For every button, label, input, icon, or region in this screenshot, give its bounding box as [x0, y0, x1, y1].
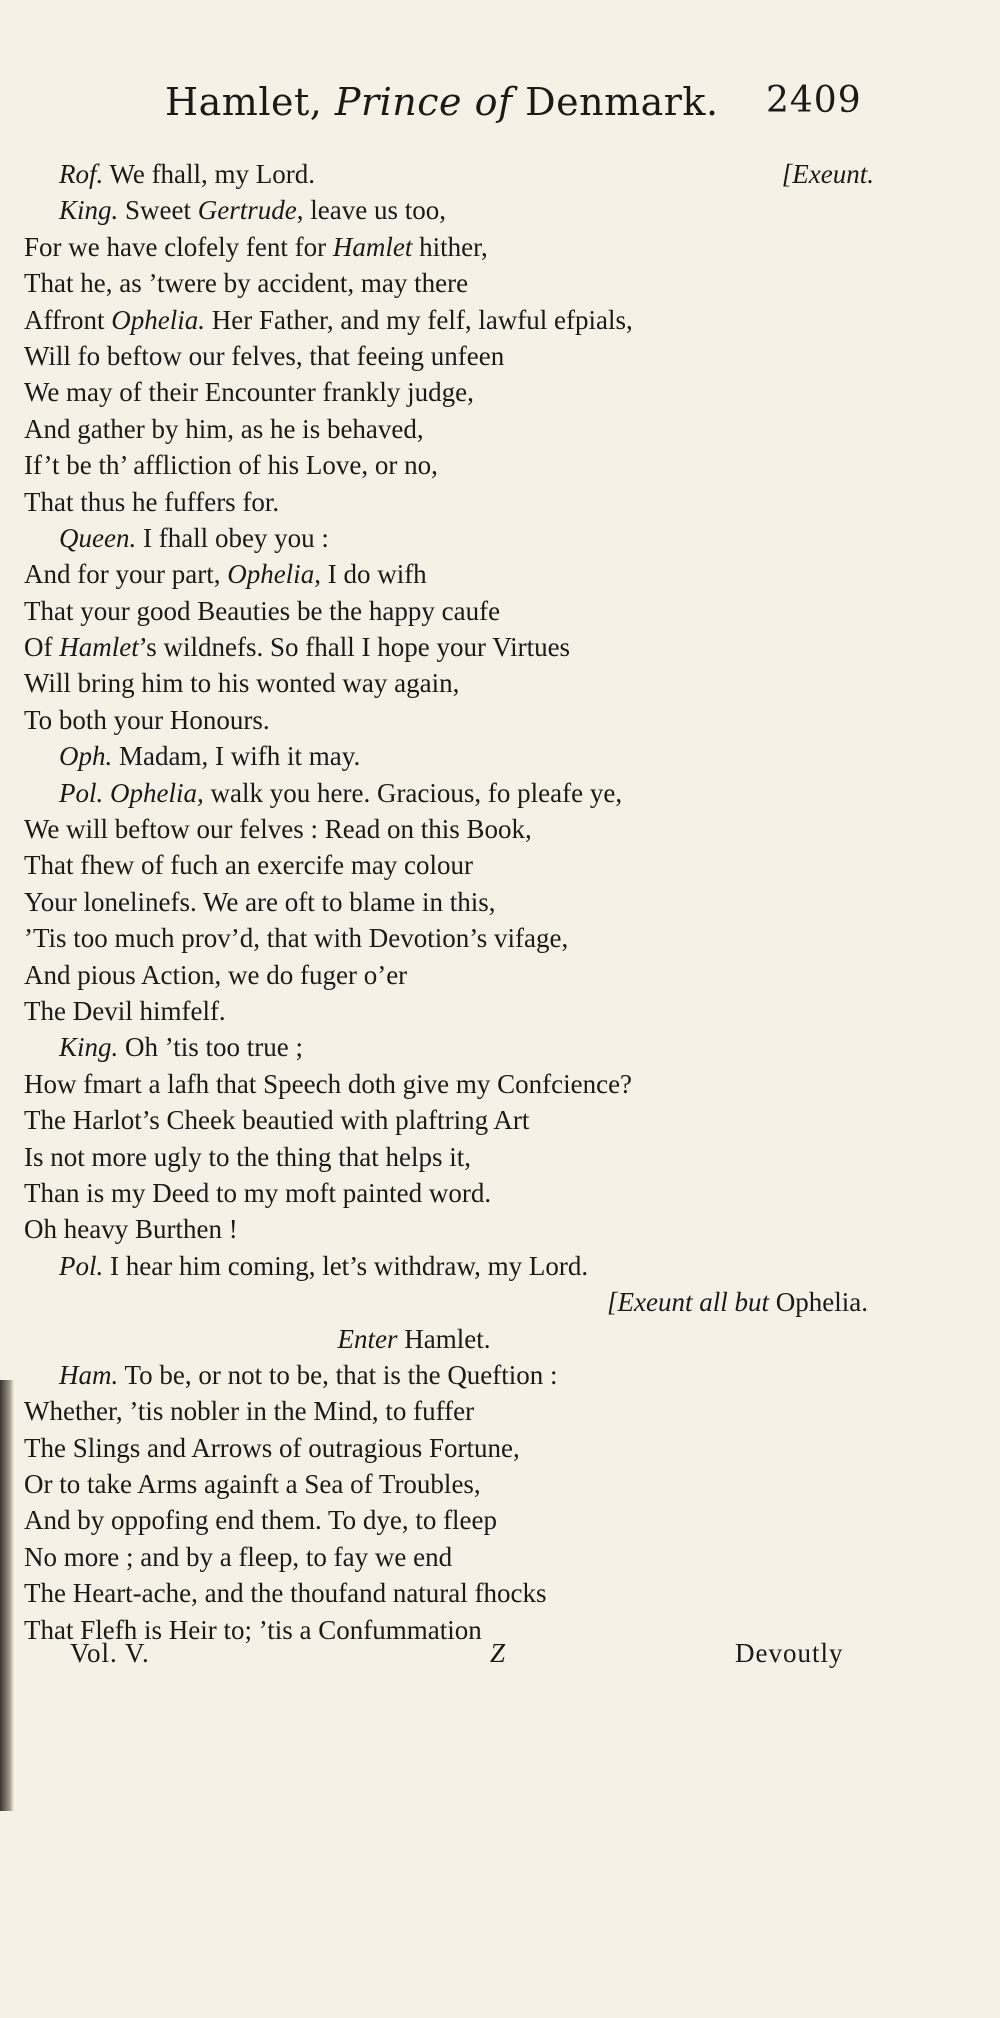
running-header — [0, 80, 1000, 130]
title-denmark: Denmark. — [512, 80, 719, 124]
text-line — [24, 411, 874, 447]
line-text: I hear him coming, let’s withdraw, my Lord. — [103, 1250, 589, 1281]
speaker-prefix: Ham. — [59, 1359, 119, 1390]
speaker-prefix: Pol. — [59, 777, 104, 808]
line-text: Will bring him to his wonted way again, — [24, 668, 460, 699]
italic-text: [Exeunt all but — [607, 1287, 776, 1318]
line-text: Will fo beftow our felves, that feeing unfeen — [24, 340, 505, 371]
text-line — [24, 920, 874, 956]
line-text: Affront — [24, 304, 112, 335]
text-line — [24, 1430, 874, 1466]
text-line — [24, 629, 874, 665]
speaker-prefix: Oph. — [59, 741, 113, 772]
line-text: walk you here. Gracious, fo pleafe ye, — [203, 777, 623, 808]
text-line — [24, 1575, 874, 1611]
text-line — [24, 1284, 874, 1320]
text-line — [24, 338, 874, 374]
text-line — [24, 265, 874, 301]
line-text: The Slings and Arrows of outragious Fortune, — [24, 1432, 520, 1463]
text-line — [24, 593, 874, 629]
line-text: Her Father, and my felf, lawful efpials, — [205, 304, 633, 335]
text-line — [24, 1357, 874, 1393]
line-text: Of — [24, 632, 60, 663]
line-text: No more ; and by a fleep, to fay we end — [24, 1541, 453, 1572]
text-line — [24, 556, 874, 592]
line-text: The Harlot’s Cheek beautied with plaftring Art — [24, 1105, 530, 1136]
line-text: And pious Action, we do fuger o’er — [24, 959, 408, 990]
text-line — [24, 520, 874, 556]
line-text: We may of their Encounter frankly judge, — [24, 377, 474, 408]
text-line — [24, 1175, 874, 1211]
italic-text: Ophelia — [227, 559, 315, 590]
text-line — [24, 1139, 874, 1175]
line-text: And for your part, — [24, 559, 228, 590]
text-line — [24, 1029, 874, 1065]
line-text: And gather by him, as he is behaved, — [24, 413, 424, 444]
signature-mark: Vol. V. — [70, 1638, 150, 1668]
line-text: That fhew of fuch an exercife may colour — [24, 850, 474, 881]
line-text: And by oppofing end them. To dye, to fleep — [24, 1505, 498, 1536]
page-number: 2409 — [766, 80, 862, 121]
text-line — [24, 702, 874, 738]
catchword: Devoutly — [735, 1638, 844, 1668]
text-line — [24, 192, 874, 228]
text-line — [24, 1466, 874, 1502]
text-line — [24, 811, 874, 847]
line-text: Whether, ’tis nobler in the Mind, to fuffer — [24, 1396, 475, 1427]
italic-text: Enter — [337, 1323, 405, 1354]
speaker-prefix: Pol. — [59, 1250, 104, 1281]
text-line — [24, 447, 874, 483]
line-text: For we have clofely fent for — [24, 231, 333, 262]
text-line — [24, 229, 874, 265]
line-text: If’t be th’ affliction of his Love, or no, — [24, 450, 438, 481]
line-text: I fhall obey you : — [136, 522, 329, 553]
line-text: That Flefh is Heir to; ’tis a Confummation — [24, 1614, 482, 1645]
speaker-prefix: Rof. — [59, 159, 104, 189]
text-line — [24, 738, 874, 774]
line-text: , leave us too, — [296, 195, 446, 226]
line-text: To both your Honours. — [24, 704, 270, 735]
text-line — [24, 1102, 874, 1138]
gathering-letter: Z — [490, 1638, 507, 1668]
text-line — [24, 884, 874, 920]
text-line — [24, 775, 874, 811]
text-line — [24, 1502, 874, 1538]
line-text: We will beftow our felves : Read on this Book, — [24, 814, 532, 845]
page-footer-line — [0, 1978, 1000, 2018]
line-text: The Heart-ache, and the thoufand natural fhocks — [24, 1578, 547, 1609]
text-line — [24, 957, 874, 993]
speaker-prefix: King. — [59, 195, 119, 226]
running-title — [165, 80, 719, 124]
line-text: Oh ’tis too true ; — [118, 1032, 304, 1063]
line-text: ’Tis too much prov’d, that with Devotion’s vifage, — [24, 923, 569, 954]
line-text: Your lonelinefs. We are oft to blame in this, — [24, 886, 496, 917]
line-text: hither, — [412, 231, 488, 262]
line-text: Is not more ugly to the thing that helps it, — [24, 1141, 471, 1172]
line-text: We fhall, my Lord. — [103, 159, 316, 189]
line-text: Ophelia. — [775, 1287, 868, 1318]
text-line — [24, 1321, 874, 1357]
text-line — [24, 374, 874, 410]
text-line — [24, 665, 874, 701]
text-line — [24, 1066, 874, 1102]
italic-text: Ophelia, — [110, 777, 204, 808]
stage-direction: [Exeunt. — [781, 159, 874, 189]
binding-shadow — [0, 1380, 14, 1811]
line-text: Than is my Deed to my moft painted word. — [24, 1177, 492, 1208]
line-text: Sweet — [118, 195, 198, 226]
line-text: That he, as ’twere by accident, may there — [24, 268, 469, 299]
text-line — [24, 1211, 874, 1247]
line-text: Oh heavy Burthen ! — [24, 1214, 238, 1245]
title-prince-of: Prince of — [334, 80, 513, 124]
text-line — [24, 1248, 874, 1284]
text-line — [24, 1539, 874, 1575]
italic-text: Gertrude — [197, 195, 297, 226]
line-text: That thus he fuffers for. — [24, 486, 280, 517]
line-text: , I do wifh — [314, 559, 427, 590]
text-line — [24, 847, 874, 883]
line-text: That your good Beauties be the happy caufe — [24, 595, 501, 626]
line-text: Hamlet. — [404, 1323, 491, 1354]
title-hamlet: Hamlet, — [165, 80, 335, 124]
text-line — [24, 484, 874, 520]
line-text: To be, or not to be, that is the Queftion : — [118, 1359, 558, 1390]
text-line — [24, 302, 874, 338]
line-text: Or to take Arms againft a Sea of Troubles, — [24, 1469, 481, 1500]
italic-text: Hamlet — [332, 231, 413, 262]
footer-row — [0, 1638, 1000, 1678]
italic-text: Ophelia. — [111, 304, 205, 335]
line-text: The Devil himfelf. — [24, 995, 226, 1026]
speaker-prefix: King. — [59, 1032, 119, 1063]
text-line — [24, 1393, 874, 1429]
line-text — [103, 778, 110, 808]
play-text — [24, 156, 874, 1648]
italic-text: Hamlet — [59, 632, 139, 663]
speaker-prefix: Queen. — [59, 522, 137, 553]
text-line — [24, 993, 874, 1029]
text-line — [24, 156, 874, 192]
line-text: ’s wildnefs. So fhall I hope your Virtues — [138, 632, 571, 663]
line-text: Madam, I wifh it may. — [112, 741, 361, 772]
line-text: How fmart a lafh that Speech doth give my Confcience? — [24, 1068, 633, 1099]
